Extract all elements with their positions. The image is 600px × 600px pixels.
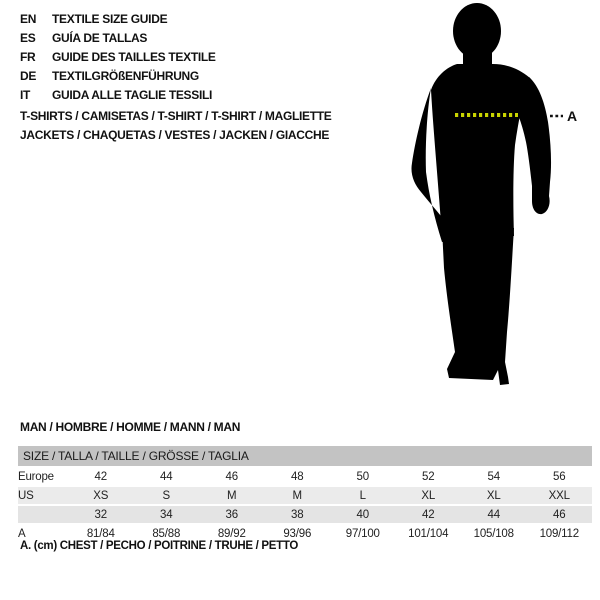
row-label-a: A xyxy=(18,524,68,543)
language-list xyxy=(20,10,216,105)
size-cell: 93/96 xyxy=(265,524,331,543)
row-label-europe: Europe xyxy=(18,467,68,486)
language-code: EN xyxy=(20,12,37,26)
language-code: DE xyxy=(20,69,37,83)
measurement-footnote: A. (cm) CHEST / PECHO / POITRINE / TRUHE / PETTO xyxy=(20,540,299,552)
size-cell: 40 xyxy=(330,505,396,524)
size-cell: 46 xyxy=(527,505,593,524)
size-cell: XL xyxy=(461,486,527,505)
size-cell: 85/88 xyxy=(134,524,200,543)
table-row-numeric xyxy=(18,505,592,524)
language-code: ES xyxy=(20,31,36,45)
size-cell: 32 xyxy=(68,505,134,524)
size-cell: 105/108 xyxy=(461,524,527,543)
size-cell: 42 xyxy=(396,505,462,524)
size-cell: 44 xyxy=(461,505,527,524)
language-code: FR xyxy=(20,50,36,64)
size-cell: XL xyxy=(396,486,462,505)
section-title-man: MAN / HOMBRE / HOMME / MANN / MAN xyxy=(20,420,241,434)
man-silhouette-figure xyxy=(405,0,585,400)
size-cell: 56 xyxy=(527,467,593,486)
size-cell: 109/112 xyxy=(527,524,593,543)
size-cell: 38 xyxy=(265,505,331,524)
language-row xyxy=(20,10,216,29)
size-cell: 52 xyxy=(396,467,462,486)
size-cell: M xyxy=(265,486,331,505)
language-label: GUIDE DES TAILLES TEXTILE xyxy=(52,50,216,64)
language-row xyxy=(20,86,216,105)
size-cell: 44 xyxy=(134,467,200,486)
size-table-container xyxy=(18,446,592,544)
size-cell: 46 xyxy=(199,467,265,486)
language-label: TEXTILE SIZE GUIDE xyxy=(52,12,168,26)
size-table xyxy=(18,446,592,544)
man-silhouette xyxy=(405,0,585,400)
size-cell: XXL xyxy=(527,486,593,505)
silhouette-right-arm xyxy=(515,77,551,214)
language-label: GUÍA DE TALLAS xyxy=(52,31,148,45)
category-jackets: JACKETS / CHAQUETAS / VESTES / JACKEN / GIACCHE xyxy=(20,128,330,142)
category-tshirts: T-SHIRTS / CAMISETAS / T-SHIRT / T-SHIRT / MAGLIETTE xyxy=(20,109,332,123)
table-row-europe xyxy=(18,467,592,486)
size-table-header: SIZE / TALLA / TAILLE / GRÖSSE / TAGLIA xyxy=(18,446,592,467)
size-cell: 54 xyxy=(461,467,527,486)
size-cell: L xyxy=(330,486,396,505)
language-label: GUIDA ALLE TAGLIE TESSILI xyxy=(52,88,213,102)
row-label-us: US xyxy=(18,486,68,505)
language-row xyxy=(20,29,216,48)
size-table-header-row xyxy=(18,446,592,467)
size-cell: 50 xyxy=(330,467,396,486)
size-cell: XS xyxy=(68,486,134,505)
size-cell: 81/84 xyxy=(68,524,134,543)
size-cell: M xyxy=(199,486,265,505)
row-label-blank xyxy=(18,505,68,524)
size-cell: 48 xyxy=(265,467,331,486)
size-cell: 42 xyxy=(68,467,134,486)
size-cell: 34 xyxy=(134,505,200,524)
size-cell: 101/104 xyxy=(396,524,462,543)
size-cell: 89/92 xyxy=(199,524,265,543)
silhouette-legs xyxy=(442,228,514,385)
language-code: IT xyxy=(20,88,31,102)
silhouette-torso xyxy=(431,64,530,236)
size-cell: 36 xyxy=(199,505,265,524)
table-row-us xyxy=(18,486,592,505)
language-row xyxy=(20,67,216,86)
size-cell: 97/100 xyxy=(330,524,396,543)
language-label: TEXTILGRÖßENFÜHRUNG xyxy=(52,69,199,83)
garment-categories xyxy=(20,107,332,145)
measurement-letter-a: A xyxy=(567,108,578,124)
language-row xyxy=(20,48,216,67)
size-cell: S xyxy=(134,486,200,505)
